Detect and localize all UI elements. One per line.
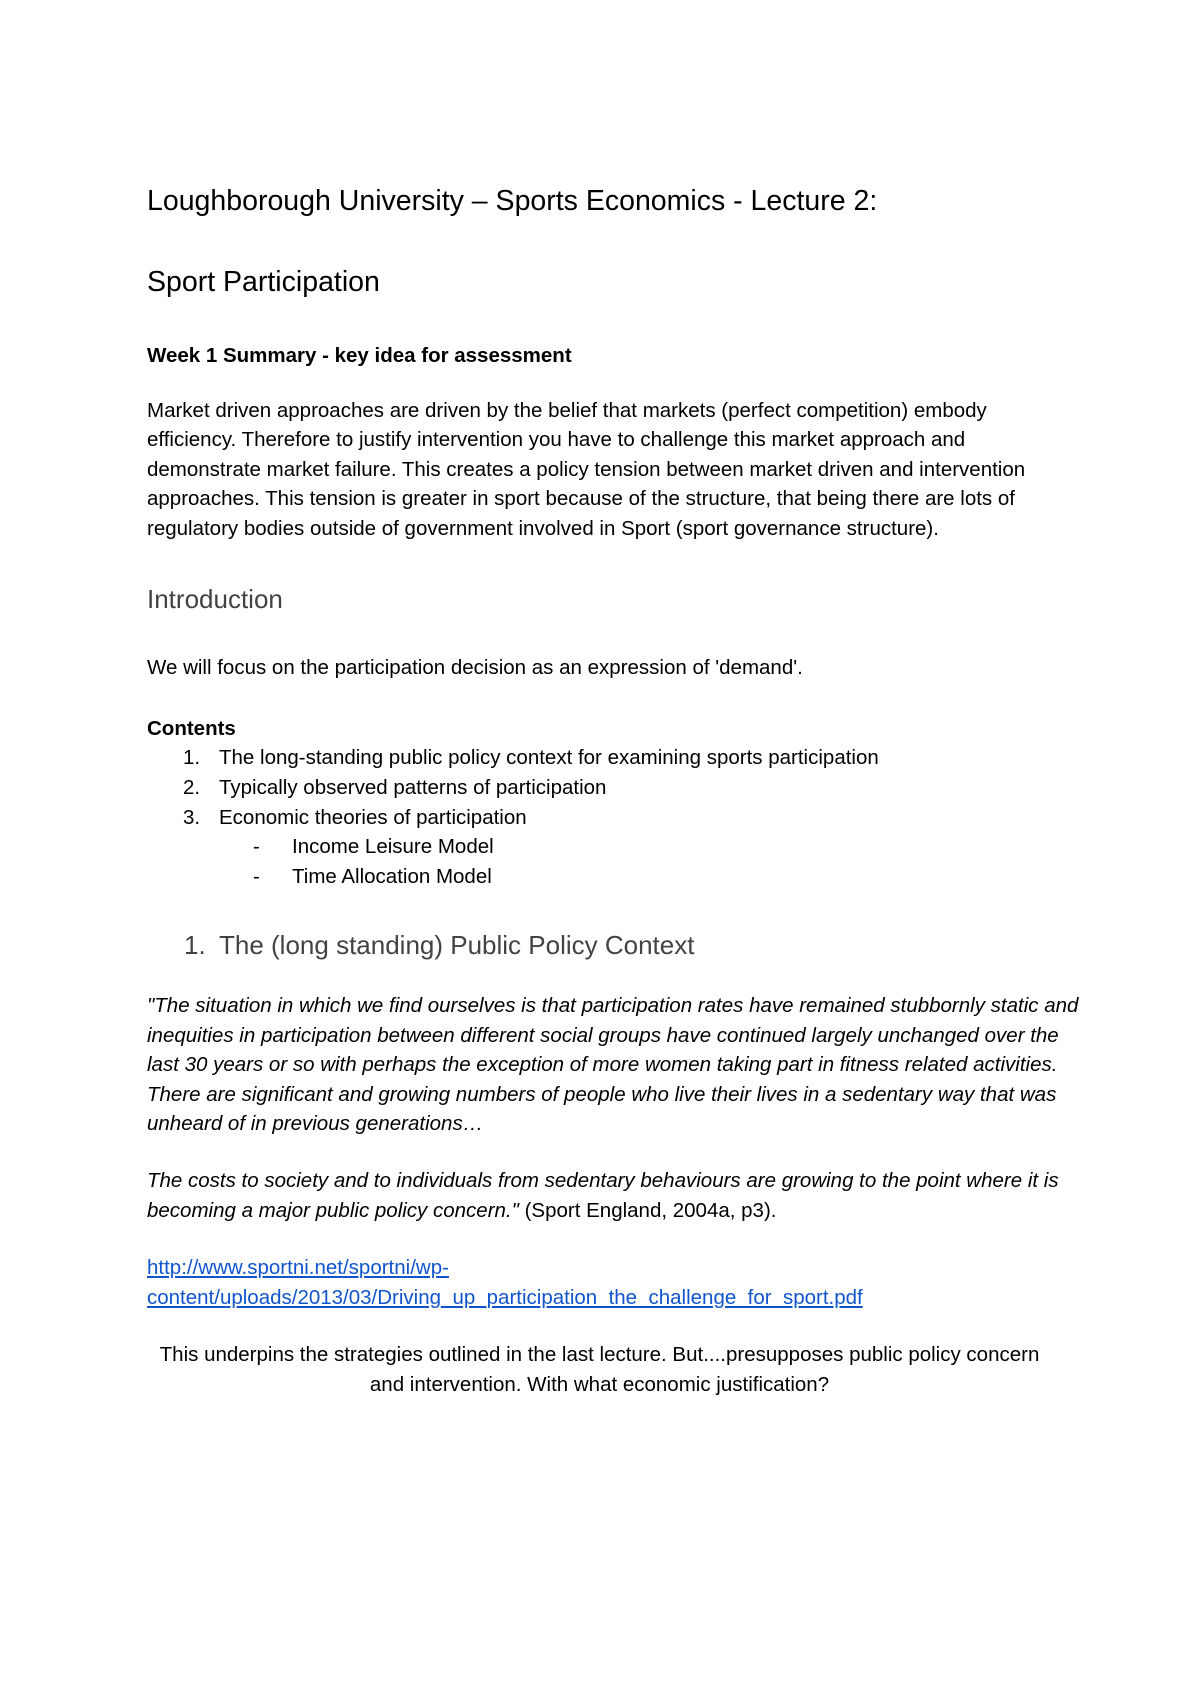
contents-item-number: 2.: [183, 776, 201, 800]
closing-paragraph: This underpins the strategies outlined in the last lecture. But....presupposes public policy concern and intervention. With what economic justification?: [159, 1343, 1040, 1396]
summary-heading: Week 1 Summary - key idea for assessment: [147, 344, 572, 367]
source-link-line1[interactable]: http://www.sportni.net/sportni/wp-: [147, 1256, 449, 1280]
section1-heading: [147, 927, 1080, 963]
section1-number: 1.: [184, 930, 206, 961]
contents-item-number: 1.: [183, 746, 201, 770]
sublist-dash: -: [253, 864, 260, 888]
contents-item: [147, 743, 1080, 773]
quote-paragraph-2: [147, 1166, 1080, 1225]
contents-item-number: 3.: [183, 805, 201, 829]
sublist-item: [147, 832, 1080, 862]
source-link-line2[interactable]: content/uploads/2013/03/Driving_up_participation_the_challenge_for_sport.pdf: [147, 1285, 863, 1309]
document-title-line1: Loughborough University – Sports Economics - Lecture 2:: [147, 185, 878, 217]
summary-paragraph: Market driven approaches are driven by the belief that markets (perfect competition) embody efficiency. Therefore to justify intervention you have to challenge this market approach and demonstrate market failure. This creates a policy tension between market driven and intervention approaches. This tension is greater in sport because of the structure, that being there are lots of regulatory bodies outside of government involved in Sport (sport governance structure).: [147, 399, 1026, 540]
contents-item: [147, 773, 1080, 803]
sublist-item-text: Income Leisure Model: [292, 835, 494, 859]
intro-paragraph: We will focus on the participation decision as an expression of 'demand'.: [147, 656, 803, 680]
quote-text: The costs to society and to individuals from sedentary behaviours are growing to the point where it is becoming a major public policy concern.": [147, 1169, 1059, 1222]
source-link[interactable]: [147, 1253, 1080, 1312]
contents-item: [147, 803, 1080, 833]
contents-item-text: The long-standing public policy context for examining sports participation: [219, 746, 879, 770]
sublist-item: [147, 862, 1080, 892]
section1-heading-text: The (long standing) Public Policy Context: [219, 930, 695, 961]
contents-item-text: Typically observed patterns of participation: [219, 776, 607, 800]
contents-heading: Contents: [147, 717, 236, 741]
quote-citation: (Sport England, 2004a, p3).: [518, 1198, 777, 1222]
intro-heading: Introduction: [147, 584, 283, 615]
sublist-dash: -: [253, 835, 260, 859]
contents-sublist: [147, 832, 1080, 891]
document-title-line2: Sport Participation: [147, 266, 380, 298]
contents-list: [147, 743, 1080, 832]
quote-paragraph-1: "The situation in which we find ourselves is that participation rates have remained stubbornly static and inequities in participation between different social groups have continued largely unchanged over the last 30 years or so with perhaps the exception of more women taking part in fitness related activities. There are significant and growing numbers of people who live their lives in a sedentary way that was unheard of in previous generations…: [147, 994, 1079, 1136]
contents-item-text: Economic theories of participation: [219, 805, 527, 829]
sublist-item-text: Time Allocation Model: [292, 864, 492, 888]
